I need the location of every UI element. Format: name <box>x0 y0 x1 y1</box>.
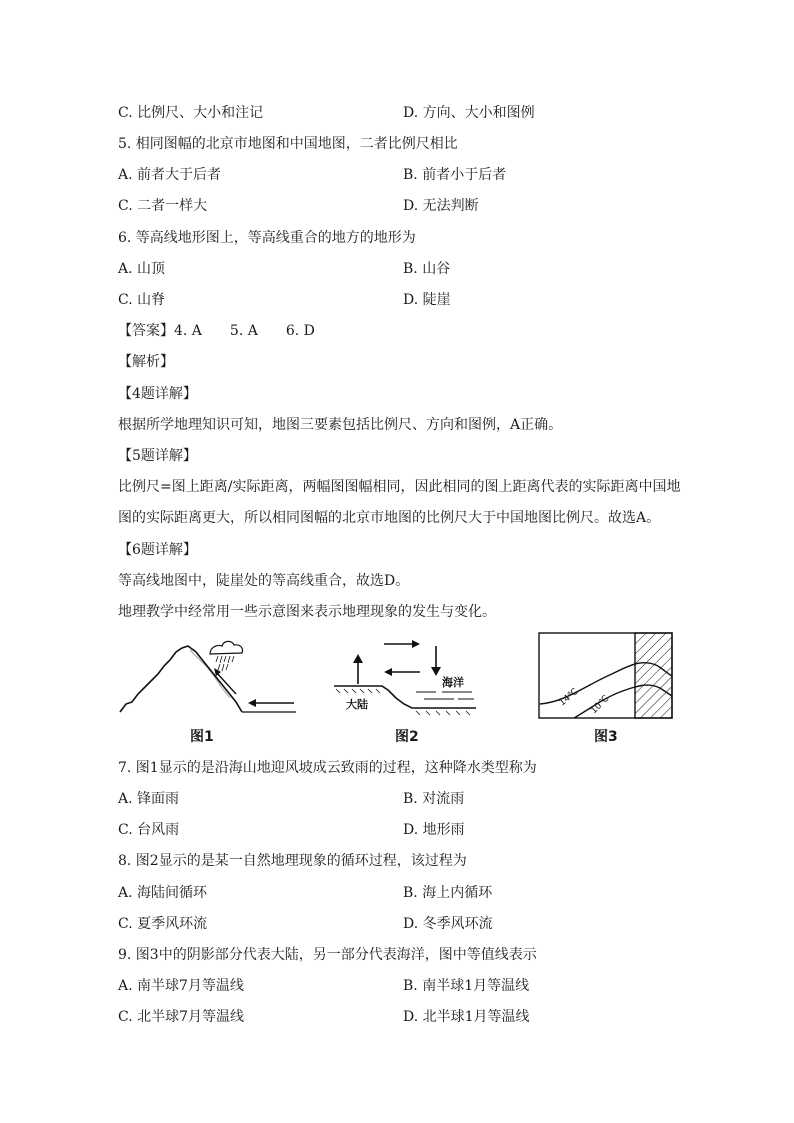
q8-stem: 8. 图2显示的是某一自然地理现象的循环过程，该过程为 <box>118 853 467 869</box>
q5-option-b[interactable]: B. 前者小于后者 <box>403 167 507 183</box>
q7-stem: 7. 图1显示的是沿海山地迎风坡成云致雨的过程，这种降水类型称为 <box>118 760 537 776</box>
figures-intro: 地理教学中经常用一些示意图来表示地理现象的发生与变化。 <box>118 604 496 620</box>
q5-options-row-cd <box>118 197 678 215</box>
q5-options-row-ab <box>118 166 678 184</box>
q9-options-row-cd <box>118 1008 678 1026</box>
q8-option-a[interactable]: A. 海陆间循环 <box>118 885 208 901</box>
detail5-text-line1: 比例尺=图上距离/实际距离，两幅图图幅相同，因此相同的图上距离代表的实际距离中国地 <box>118 479 681 495</box>
q9-option-c[interactable]: C. 北半球7月等温线 <box>118 1009 245 1025</box>
arrow-down-icon <box>431 646 441 676</box>
cloud-icon <box>210 641 243 654</box>
q5-option-a[interactable]: A. 前者大于后者 <box>118 167 222 183</box>
q5-option-c[interactable]: C. 二者一样大 <box>118 198 208 214</box>
q9-options-row-ab <box>118 977 678 995</box>
wind-arrow-horizontal-icon <box>248 699 294 707</box>
figure-3-isotherm-10: 10℃ <box>589 693 612 717</box>
q5-option-d[interactable]: D. 无法判断 <box>403 198 479 214</box>
q8-options-row-ab <box>118 884 678 902</box>
q6-option-d[interactable]: D. 陡崖 <box>403 292 451 308</box>
answer-line: 【答案】4. A 5. A 6. D <box>118 323 315 339</box>
q6-option-c[interactable]: C. 山脊 <box>118 292 166 308</box>
q4-options-row-cd <box>118 104 678 122</box>
figure-3-land-shade <box>635 633 672 718</box>
q8-option-d[interactable]: D. 冬季风环流 <box>403 916 493 932</box>
q9-option-b[interactable]: B. 南半球1月等温线 <box>403 978 530 994</box>
q6-option-a[interactable]: A. 山顶 <box>118 261 166 277</box>
figure-2-ocean-label: 海洋 <box>442 676 464 689</box>
arrow-up-icon <box>353 654 363 684</box>
detail6-text: 等高线地图中，陡崖处的等高线重合，故选D。 <box>118 573 410 589</box>
detail4-heading: 【4题详解】 <box>118 386 197 402</box>
q6-option-b[interactable]: B. 山谷 <box>403 261 451 277</box>
q4-option-d[interactable]: D. 方向、大小和图例 <box>403 105 535 121</box>
q7-options-row-ab <box>118 790 678 808</box>
detail5-heading: 【5题详解】 <box>118 448 197 464</box>
q5-stem: 5. 相同图幅的北京市地图和中国地图，二者比例尺相比 <box>118 136 458 152</box>
q8-option-b[interactable]: B. 海上内循环 <box>403 885 493 901</box>
q7-option-d[interactable]: D. 地形雨 <box>403 822 465 838</box>
q7-option-b[interactable]: B. 对流雨 <box>403 791 465 807</box>
figure-2-circulation <box>332 636 480 718</box>
detail4-text: 根据所学地理知识可知，地图三要素包括比例尺、方向和图例，A正确。 <box>118 417 563 433</box>
q9-option-d[interactable]: D. 北半球1月等温线 <box>403 1009 530 1025</box>
q9-option-a[interactable]: A. 南半球7月等温线 <box>118 978 244 994</box>
arrow-right-icon <box>384 640 420 648</box>
q7-options-row-cd <box>118 821 678 839</box>
q4-option-c[interactable]: C. 比例尺、大小和注记 <box>118 105 264 121</box>
q8-options-row-cd <box>118 915 678 933</box>
q7-option-a[interactable]: A. 锋面雨 <box>118 791 180 807</box>
figure-3-isotherm-14: 14℃ <box>557 686 581 709</box>
q6-stem: 6. 等高线地形图上，等高线重合的地方的地形为 <box>118 230 416 246</box>
figure-2-caption: 图2 <box>395 729 419 745</box>
detail6-heading: 【6题详解】 <box>118 542 197 558</box>
figure-2-land-label: 大陆 <box>346 698 368 711</box>
analysis-heading: 【解析】 <box>118 354 174 370</box>
detail5-text-line2: 图的实际距离更大，所以相同图幅的北京市地图的比例尺大于中国地图比例尺。故选A。 <box>118 510 661 526</box>
q6-options-row-ab <box>118 260 678 278</box>
q6-options-row-cd <box>118 291 678 309</box>
figure-1-orographic-rain <box>118 636 298 716</box>
figure-3-caption: 图3 <box>594 729 618 745</box>
q9-stem: 9. 图3中的阴影部分代表大陆，另一部分代表海洋，图中等值线表示 <box>118 947 537 963</box>
q8-option-c[interactable]: C. 夏季风环流 <box>118 916 208 932</box>
figure-1-caption: 图1 <box>190 729 214 745</box>
q7-option-c[interactable]: C. 台风雨 <box>118 822 180 838</box>
arrow-left-icon <box>384 668 420 676</box>
figure-3-isotherms <box>538 632 674 720</box>
